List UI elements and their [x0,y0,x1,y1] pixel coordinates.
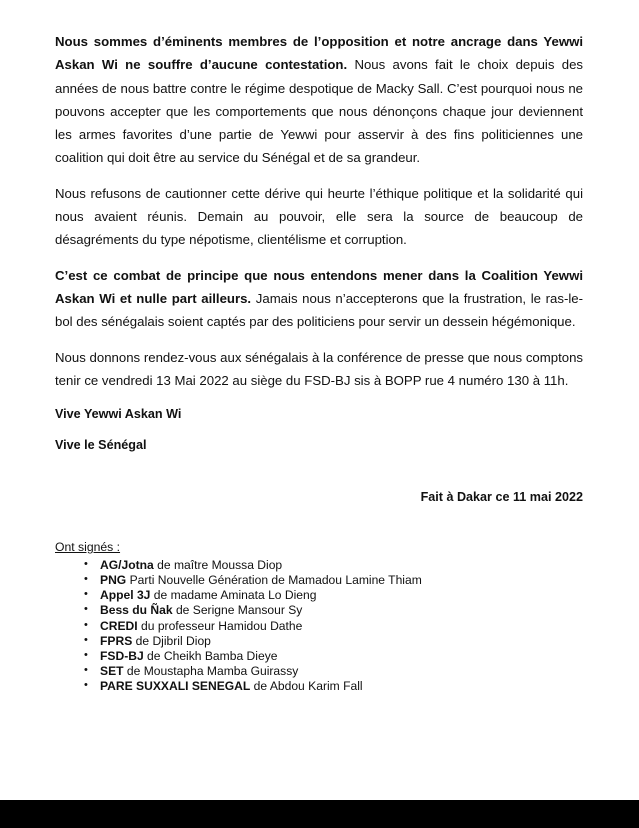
paragraph-1-body: Nous avons fait le choix depuis des années de nous battre contre le régime despotique de Macky Sall. C’est pourquoi nous ne pouvons accepter que les comportements que nous dénonçons chaque jour deviennent les armes favorites d’une partie de Yewwi pour asservir à des fins politiciennes une coalition qui doit être au service du Sénégal et de sa grandeur. [55,57,584,166]
signatory-org: CREDI [100,618,138,633]
paragraph-3 [55,264,583,334]
signatory-person: de Abdou Karim Fall [250,678,363,693]
signatory-person: de Serigne Mansour Sy [172,603,303,618]
signatory-org: FPRS [100,633,133,648]
signatory-person: de Cheikh Bamba Dieye [143,648,278,663]
paragraph-1 [55,30,583,170]
signatories-heading [55,540,583,554]
signatory-person: de madame Aminata Lo Dieng [150,588,317,603]
list-item [55,679,583,694]
date-line: Fait à Dakar ce 11 mai 2022 [420,490,583,505]
paragraph-1-bold-lead: Nous sommes d’éminents membres de l’opposition et notre ancrage dans Yewwi Askan Wi ne souffre d’aucune contestation. [55,34,583,73]
signatory-org: Bess du Ñak [100,603,173,618]
signatory-person: de Djibril Diop [132,633,211,648]
list-item [55,573,583,588]
list-item [55,603,583,618]
signatory-org: PARE SUXXALI SENEGAL [100,678,251,693]
slogan-yewwi-askan-wi: Vive Yewwi Askan Wi [55,407,182,422]
signatory-person: du professeur Hamidou Dathe [137,618,303,633]
date-spacer [55,456,583,490]
signatories-list [55,558,583,694]
list-item [55,649,583,664]
signatory-org: Appel 3J [100,588,151,603]
paragraph-3-body: Jamais nous n’accepterons que la frustration, le ras-le-bol des sénégalais soient captés par des politiciens pour servir un dessein hégémonique. [55,290,584,330]
paragraph-3-bold-lead: C’est ce combat de principe que nous entendons mener dans la Coalition Yewwi Askan Wi et nulle part ailleurs. [55,267,583,306]
signatories-spacer [55,504,583,540]
list-item [55,588,583,603]
list-item [55,558,583,573]
list-item [55,634,583,649]
signatory-org: FSD-BJ [100,648,144,663]
signatory-org: PNG [100,573,127,588]
paragraph-4 [55,346,583,393]
signatory-org: AG/Jotna [100,558,154,573]
paragraph-2 [55,182,583,252]
signatory-person: de maître Moussa Diop [153,558,283,573]
signatory-person: Parti Nouvelle Génération de Mamadou Lamine Thiam [126,573,422,588]
signatory-org: SET [100,663,124,678]
bottom-black-bar [0,800,639,828]
signatories-heading-text: Ont signés : [55,540,121,555]
list-item [55,619,583,634]
list-item [55,664,583,679]
paragraph-2-body: Nous refusons de cautionner cette dérive qui heurte l’éthique politique et la solidarité qui nous avaient réunis. Demain au pouvoir, elle sera la source de beaucoup de désagréments du type népotisme, clientélisme et corruption. [55,185,583,248]
signatory-person: de Moustapha Mamba Guirassy [123,663,299,678]
slogan-senegal: Vive le Sénégal [55,438,147,453]
paragraph-4-body: Nous donnons rendez-vous aux sénégalais à la conférence de presse que nous comptons tenir ce vendredi 13 Mai 2022 au siège du FSD-BJ sis à BOPP rue 4 numéro 130 à 11h. [55,349,583,388]
